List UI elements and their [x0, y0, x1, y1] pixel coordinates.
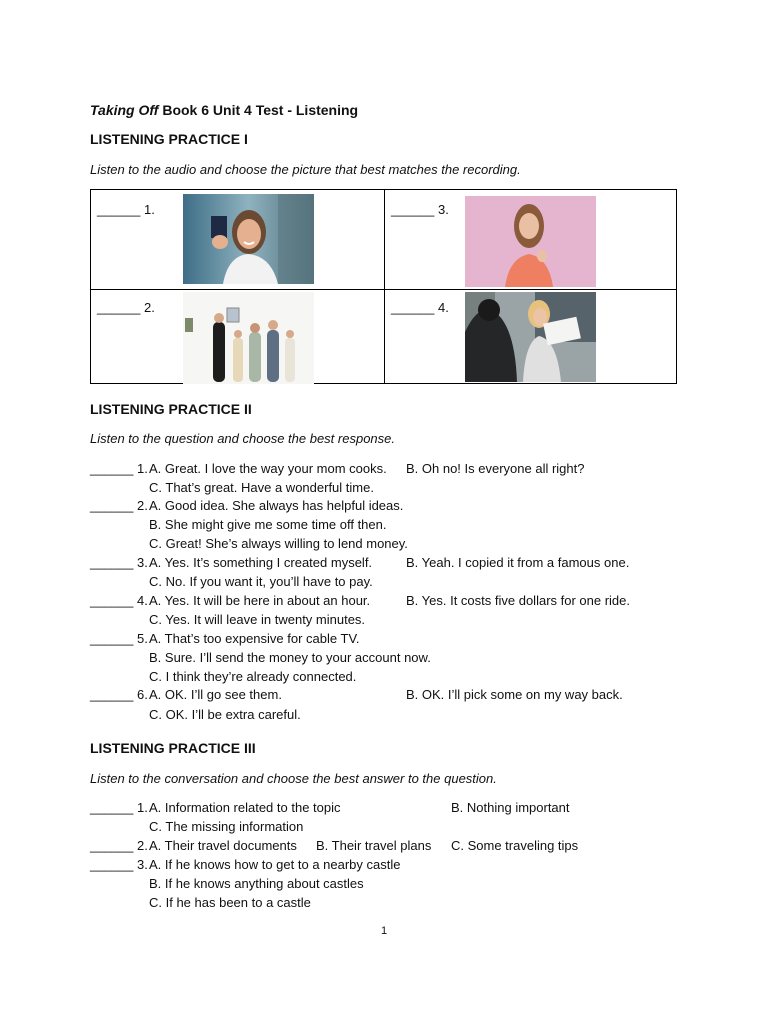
s3-q2-option-c: C. Some traveling tips	[451, 838, 579, 853]
title-rest: Book 6 Unit 4 Test - Listening	[158, 102, 359, 118]
woman-holding-passport-image	[183, 194, 314, 284]
s2-q2-option-a: A. Good idea. She always has helpful ideas.	[149, 498, 404, 513]
s3-q1-option-c: C. The missing information	[149, 819, 304, 834]
s2-q5-number: ______ 5.	[90, 631, 148, 646]
s2-q4-option-c: C. Yes. It will leave in twenty minutes.	[149, 612, 366, 627]
section-3-heading: LISTENING PRACTICE III	[90, 740, 256, 756]
section-3-instruction: Listen to the conversation and choose the best answer to the question.	[90, 771, 497, 786]
s2-q6-number: ______ 6.	[90, 687, 148, 702]
s2-q2-number: ______ 2.	[90, 498, 148, 513]
s2-q2-option-c: C. Great! She’s always willing to lend money.	[149, 536, 408, 551]
s2-q3-option-a: A. Yes. It’s something I created myself.	[149, 555, 373, 570]
s3-q1-option-a: A. Information related to the topic	[149, 800, 341, 815]
s3-q3-number: ______ 3.	[90, 857, 148, 872]
s2-q6-option-a: A. OK. I’ll go see them.	[149, 687, 282, 702]
s2-q5-option-c: C. I think they’re already connected.	[149, 669, 357, 684]
s3-q2-option-b: B. Their travel plans	[316, 838, 432, 853]
s2-q1-option-b: B. Oh no! Is everyone all right?	[406, 461, 585, 476]
cell-label-2: ______ 2.	[97, 300, 155, 315]
s2-q4-number: ______ 4.	[90, 593, 148, 608]
s3-q2-number: ______ 2.	[90, 838, 148, 853]
family-group-image	[183, 292, 314, 384]
picture-table	[90, 189, 677, 384]
s3-q2-option-a: A. Their travel documents	[149, 838, 297, 853]
couple-with-map-image	[465, 292, 596, 382]
book-title: Taking Off	[90, 102, 159, 118]
girl-pink-background-image	[465, 196, 596, 287]
s2-q4-option-a: A. Yes. It will be here in about an hour.	[149, 593, 371, 608]
s2-q3-number: ______ 3.	[90, 555, 148, 570]
table-divider-horizontal	[91, 289, 676, 290]
s3-q3-option-b: B. If he knows anything about castles	[149, 876, 364, 891]
s2-q5-option-a: A. That’s too expensive for cable TV.	[149, 631, 360, 646]
document-title	[90, 102, 358, 118]
s2-q1-option-a: A. Great. I love the way your mom cooks.	[149, 461, 387, 476]
s2-q1-option-c: C. That’s great. Have a wonderful time.	[149, 480, 374, 495]
page-number: 1	[381, 925, 388, 937]
s2-q1-number: ______ 1.	[90, 461, 148, 476]
s3-q3-option-a: A. If he knows how to get to a nearby castle	[149, 857, 401, 872]
s2-q3-option-c: C. No. If you want it, you’ll have to pay.	[149, 574, 373, 589]
section-1-instruction: Listen to the audio and choose the picture that best matches the recording.	[90, 162, 521, 177]
s2-q5-option-b: B. Sure. I’ll send the money to your account now.	[149, 650, 431, 665]
s2-q2-option-b: B. She might give me some time off then.	[149, 517, 387, 532]
s2-q3-option-b: B. Yeah. I copied it from a famous one.	[406, 555, 630, 570]
s3-q3-option-c: C. If he has been to a castle	[149, 895, 311, 910]
section-1-heading: LISTENING PRACTICE I	[90, 131, 248, 147]
cell-label-3: ______ 3.	[391, 202, 449, 217]
s2-q6-option-b: B. OK. I’ll pick some on my way back.	[406, 687, 623, 702]
s3-q1-option-b: B. Nothing important	[451, 800, 570, 815]
section-2-instruction: Listen to the question and choose the best response.	[90, 431, 395, 446]
s2-q4-option-b: B. Yes. It costs five dollars for one ride.	[406, 593, 631, 608]
section-2-heading: LISTENING PRACTICE II	[90, 401, 252, 417]
s2-q6-option-c: C. OK. I’ll be extra careful.	[149, 707, 301, 722]
table-divider-vertical	[384, 190, 385, 383]
s3-q1-number: ______ 1.	[90, 800, 148, 815]
cell-label-1: ______ 1.	[97, 202, 155, 217]
cell-label-4: ______ 4.	[391, 300, 449, 315]
